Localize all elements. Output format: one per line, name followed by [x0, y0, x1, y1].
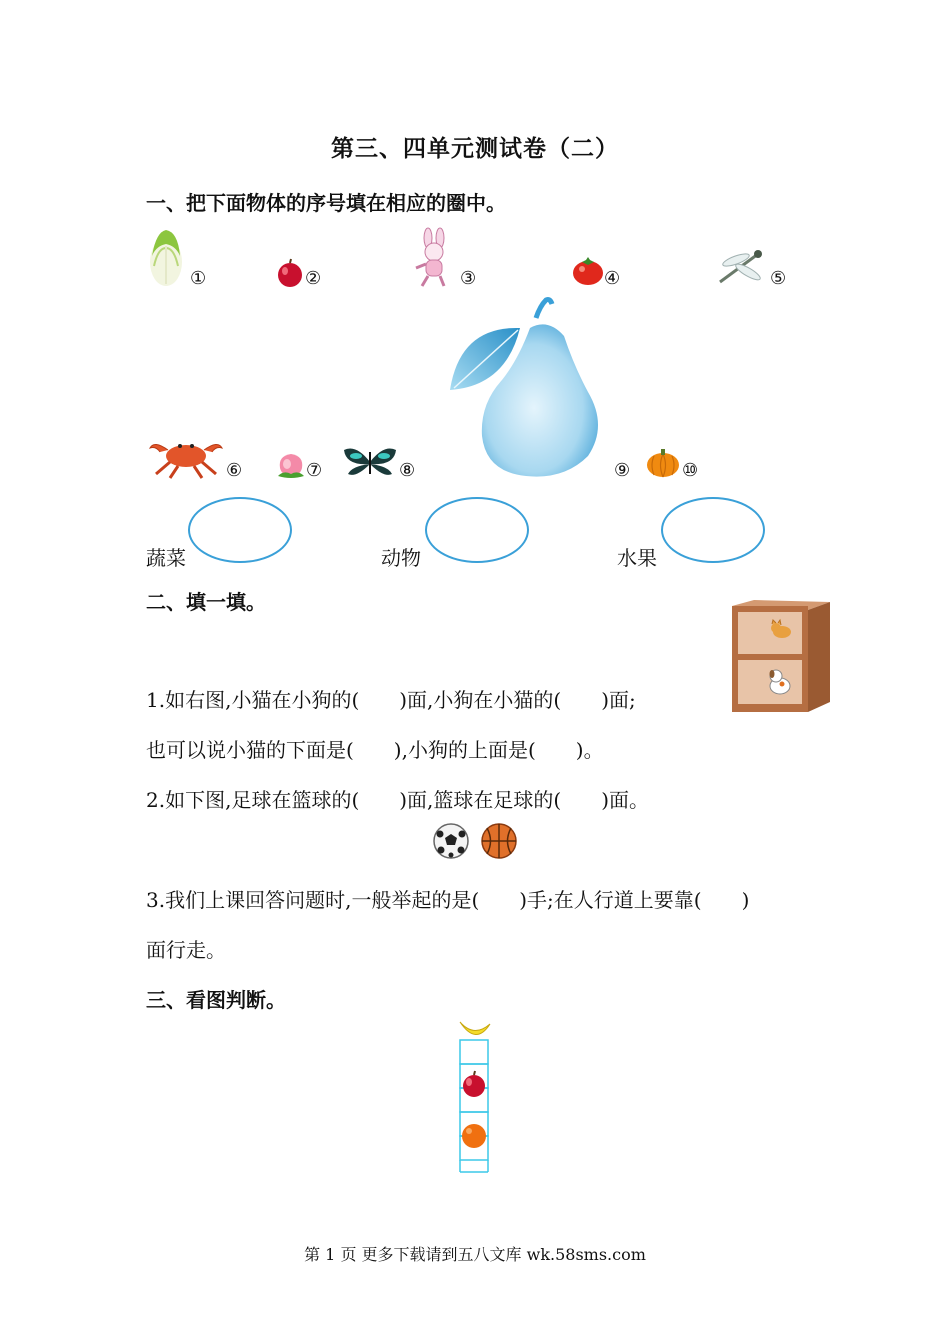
- peach-icon: [276, 448, 306, 480]
- item-num-2: ②: [305, 268, 322, 289]
- apple-stack-icon: [463, 1071, 485, 1097]
- dragonfly-icon: [714, 246, 768, 286]
- category-animal: 动物: [381, 546, 421, 570]
- question-2-1-line2: 也可以说小猫的下面是( ),小狗的上面是( )。: [146, 738, 604, 762]
- question-2-2: 2.如下图,足球在篮球的( )面,篮球在足球的( )面。: [146, 788, 650, 812]
- page-footer: 第 1 页 更多下载请到五八文库 wk.58sms.com: [304, 1245, 646, 1264]
- section1-heading: 一、把下面物体的序号填在相应的圈中。: [146, 191, 506, 215]
- crab-icon: [146, 430, 226, 478]
- question-2-3-line1: 3.我们上课回答问题时,一般举起的是( )手;在人行道上要靠( ): [146, 888, 750, 912]
- animal-circle[interactable]: [425, 497, 529, 563]
- cabbage-icon: [146, 226, 186, 288]
- vegetable-circle[interactable]: [188, 497, 292, 563]
- orange-icon: [462, 1124, 486, 1148]
- soccer-ball-icon: [432, 822, 470, 860]
- page-title: 第三、四单元测试卷（二）: [331, 135, 619, 162]
- section3-heading: 三、看图判断。: [146, 988, 286, 1012]
- apple-icon: [275, 258, 305, 288]
- shelf-icon: [728, 598, 832, 716]
- question-2-1-line1: 1.如右图,小猫在小狗的( )面,小狗在小猫的( )面;: [146, 688, 636, 712]
- item-num-10: ⑩: [682, 460, 699, 481]
- pear-icon: [446, 296, 646, 480]
- section2-heading: 二、填一填。: [146, 590, 266, 614]
- fruit-stack: [456, 1016, 494, 1176]
- item-num-1: ①: [190, 268, 207, 289]
- category-fruit: 水果: [617, 546, 657, 570]
- item-num-5: ⑤: [770, 268, 787, 289]
- tomato-icon: [572, 256, 604, 286]
- rabbit-icon: [412, 228, 456, 290]
- question-2-3-line2: 面行走。: [146, 938, 226, 962]
- item-num-8: ⑧: [399, 460, 416, 481]
- item-num-7: ⑦: [306, 460, 323, 481]
- item-num-9: ⑨: [614, 460, 631, 481]
- item-num-4: ④: [604, 268, 621, 289]
- pumpkin-icon: [646, 448, 680, 478]
- item-num-6: ⑥: [226, 460, 243, 481]
- banana-icon: [460, 1022, 490, 1035]
- category-vegetable: 蔬菜: [146, 546, 186, 570]
- fruit-circle[interactable]: [661, 497, 765, 563]
- basketball-icon: [480, 822, 518, 860]
- item-num-3: ③: [460, 268, 477, 289]
- butterfly-icon: [342, 444, 398, 480]
